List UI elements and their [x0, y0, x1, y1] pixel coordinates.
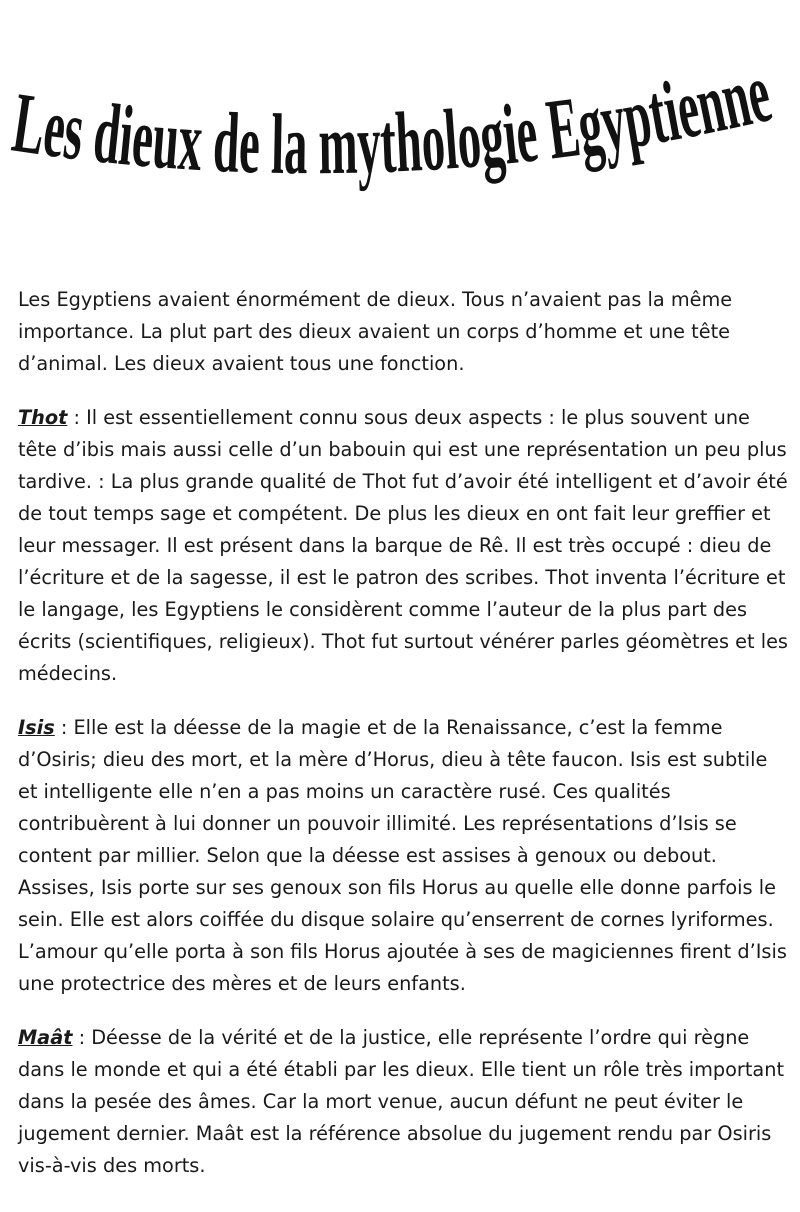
god-text-thot: : Il est essentiellement connu sous deux aspects : le plus souvent une tête d’ibis mais aussi celle d’un babouin qui est une représentation un peu plus tardive. : La plus grande qualité de Thot fut d’avoir été intelligent et d’avoir été de tout temps sage et compétent. De plus les dieux en ont fait leur greffier et leur messager. Il est présent dans la barque de Rê. Il est très occupé : dieu de l’écriture et de la sagesse, il est le patron des scribes. Thot inventa l’écriture et le langage, les Egyptiens le considèrent comme l’auteur de la plus part des écrits (scientifiques, religieux). Thot fut surtout vénérer parles géomètres et les médecins.	[18, 406, 788, 685]
paragraph-isis	[18, 712, 788, 1000]
god-name-isis: Isis	[18, 716, 55, 739]
paragraph-thot	[18, 402, 788, 690]
page-title-path: Les dieux de la mythologie Egyptienne	[7, 40, 796, 193]
god-name-thot: Thot	[18, 406, 68, 429]
god-name-maat: Maât	[18, 1026, 73, 1049]
page-title	[0, 40, 800, 230]
god-text-isis: : Elle est la déesse de la magie et de la Renaissance, c’est la femme d’Osiris; dieu des mort, et la mère d’Horus, dieu à tête faucon. Isis est subtile et intelligente elle n’en a pas moins un caractère rusé. Ces qualités contribuèrent à lui donner un pouvoir illimité. Les représentations d’Isis se content par millier. Selon que la déesse est assises à genoux ou debout. Assises, Isis porte sur ses genoux son fils Horus au quelle elle donne parfois le sein. Elle est alors coiffée du disque solaire qu’enserrent de cornes lyriformes. L’amour qu’elle porta à son fils Horus ajoutée à ses de magiciennes firent d’Isis une protectrice des mères et de leurs enfants.	[18, 716, 787, 995]
paragraph-maat	[18, 1022, 788, 1182]
article-body	[18, 284, 788, 1204]
intro-paragraph: Les Egyptiens avaient énormément de dieux. Tous n’avaient pas la même importance. La plut part des dieux avaient un corps d’homme et une tête d’animal. Les dieux avaient tous une fonction.	[18, 288, 733, 375]
god-text-maat: : Déesse de la vérité et de la justice, elle représente l’ordre qui règne dans le monde et qui a été établi par les dieux. Elle tient un rôle très important dans la pesée des âmes. Car la mort venue, aucun défunt ne peut éviter le jugement dernier. Maât est la référence absolue du jugement rendu par Osiris vis-à-vis des morts.	[18, 1026, 785, 1177]
page-title-text	[7, 40, 796, 193]
